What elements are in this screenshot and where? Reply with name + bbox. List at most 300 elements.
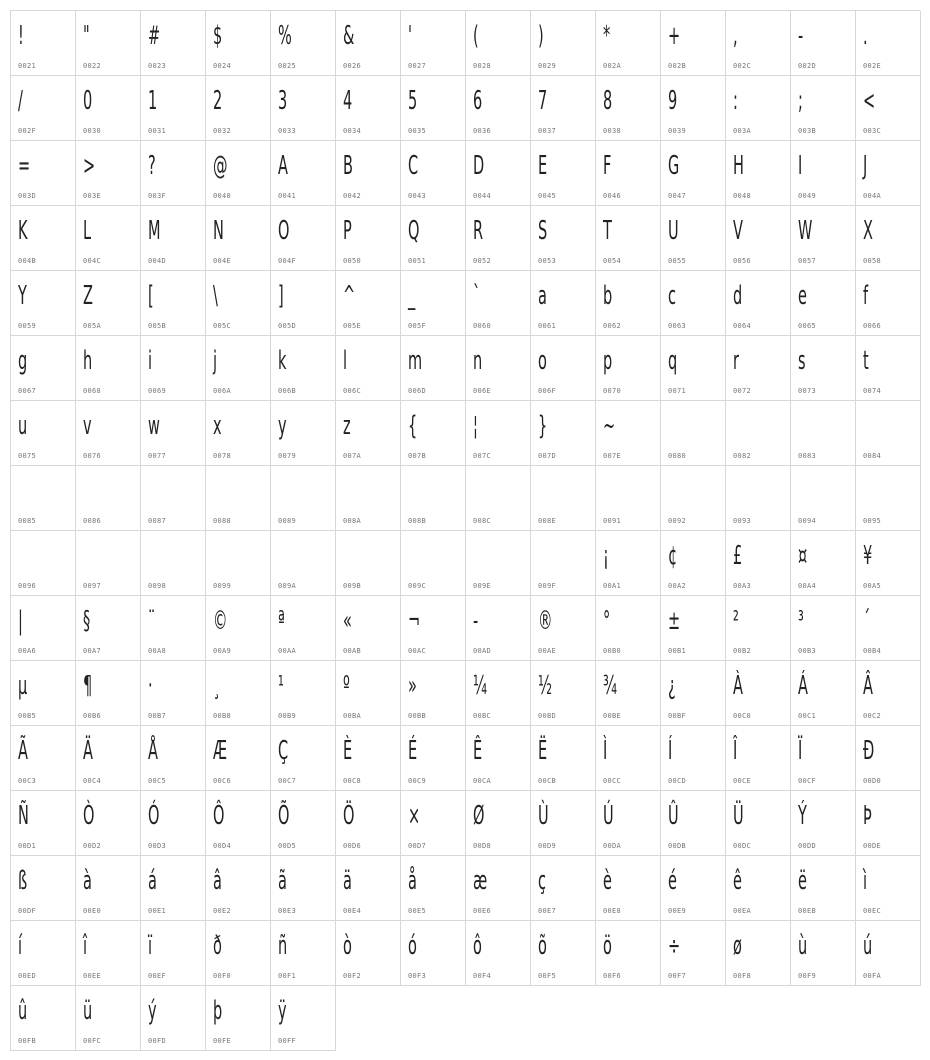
- glyph-cell: [856, 661, 921, 726]
- glyph-cell: [856, 336, 921, 401]
- glyph-codepoint: 0085: [18, 517, 37, 525]
- glyph-codepoint: 002B: [668, 62, 687, 70]
- glyph-cell: [141, 206, 206, 271]
- glyph-cell: [271, 856, 336, 921]
- glyph-character: µ: [18, 671, 28, 701]
- glyph-character: ): [538, 21, 544, 51]
- glyph-codepoint: 00B0: [603, 647, 622, 655]
- glyph-cell: [401, 206, 466, 271]
- glyph-codepoint: 00BF: [668, 712, 687, 720]
- glyph-character: ñ: [278, 931, 288, 961]
- glyph-codepoint: 004A: [863, 192, 882, 200]
- glyph-cell: [531, 661, 596, 726]
- glyph-cell: [206, 986, 271, 1051]
- glyph-codepoint: 00D8: [473, 842, 492, 850]
- glyph-cell: [726, 531, 791, 596]
- glyph-character: ¾: [603, 671, 618, 701]
- glyph-codepoint: 00BB: [408, 712, 427, 720]
- glyph-cell: [401, 661, 466, 726]
- glyph-character: {: [408, 411, 418, 441]
- glyph-cell: [76, 271, 141, 336]
- glyph-cell: [531, 141, 596, 206]
- glyph-codepoint: 00AD: [473, 647, 492, 655]
- glyph-codepoint: 00DE: [863, 842, 882, 850]
- glyph-cell: [76, 11, 141, 76]
- glyph-cell: [401, 336, 466, 401]
- glyph-cell: [596, 661, 661, 726]
- glyph-codepoint: 0087: [148, 517, 167, 525]
- glyph-cell: [206, 206, 271, 271]
- glyph-codepoint: 0075: [18, 452, 37, 460]
- glyph-character: ±: [668, 606, 681, 636]
- glyph-character: m: [408, 346, 423, 376]
- glyph-cell: [206, 271, 271, 336]
- glyph-character: ê: [733, 866, 742, 896]
- glyph-cell: [206, 401, 271, 466]
- glyph-character: ¨: [148, 606, 156, 636]
- glyph-cell: [401, 531, 466, 596]
- glyph-codepoint: 00CC: [603, 777, 622, 785]
- glyph-cell: [76, 401, 141, 466]
- glyph-character: §: [83, 606, 91, 636]
- glyph-codepoint: 0096: [18, 582, 37, 590]
- glyph-codepoint: 0043: [408, 192, 427, 200]
- glyph-codepoint: 002D: [798, 62, 817, 70]
- glyph-character: ?: [148, 151, 156, 181]
- glyph-cell: [661, 336, 726, 401]
- glyph-cell: [206, 11, 271, 76]
- glyph-codepoint: 00D4: [213, 842, 232, 850]
- glyph-character: -: [798, 21, 804, 51]
- glyph-codepoint: 0034: [343, 127, 362, 135]
- glyph-cell: [531, 531, 596, 596]
- glyph-character: J: [863, 151, 868, 181]
- glyph-character: 5: [408, 86, 418, 116]
- glyph-cell: [791, 921, 856, 986]
- glyph-cell: [856, 726, 921, 791]
- glyph-codepoint: 00E4: [343, 907, 362, 915]
- glyph-cell: [596, 921, 661, 986]
- glyph-cell: [271, 466, 336, 531]
- glyph-codepoint: 008B: [408, 517, 427, 525]
- glyph-character: ó: [408, 931, 417, 961]
- glyph-codepoint: 00A4: [798, 582, 817, 590]
- glyph-cell: [596, 466, 661, 531]
- glyph-codepoint: 00D6: [343, 842, 362, 850]
- glyph-cell: [271, 141, 336, 206]
- glyph-codepoint: 00AC: [408, 647, 427, 655]
- glyph-codepoint: 008E: [538, 517, 557, 525]
- glyph-codepoint: 00AE: [538, 647, 557, 655]
- glyph-codepoint: 003E: [83, 192, 102, 200]
- glyph-character: ¹: [278, 671, 284, 701]
- glyph-codepoint: 00C9: [408, 777, 427, 785]
- glyph-cell: [466, 336, 531, 401]
- glyph-cell: [336, 141, 401, 206]
- glyph-codepoint: 0068: [83, 387, 102, 395]
- glyph-character: o: [538, 346, 547, 376]
- glyph-cell: [11, 531, 76, 596]
- glyph-cell: [76, 856, 141, 921]
- glyph-character: ³: [798, 606, 804, 636]
- glyph-cell: [141, 401, 206, 466]
- glyph-cell: [271, 596, 336, 661]
- glyph-codepoint: 00C0: [733, 712, 752, 720]
- glyph-cell: [11, 271, 76, 336]
- glyph-character: ï: [148, 931, 153, 961]
- glyph-codepoint: 00EC: [863, 907, 882, 915]
- glyph-codepoint: 002E: [863, 62, 882, 70]
- glyph-codepoint: 00C3: [18, 777, 37, 785]
- glyph-character: <: [863, 86, 876, 116]
- glyph-character: ¦: [473, 411, 478, 441]
- glyph-character: W: [798, 216, 813, 246]
- glyph-codepoint: 00B6: [83, 712, 102, 720]
- glyph-cell: [791, 661, 856, 726]
- glyph-codepoint: 00B9: [278, 712, 297, 720]
- glyph-character: ²: [733, 606, 739, 636]
- glyph-cell: [856, 856, 921, 921]
- glyph-cell: [661, 271, 726, 336]
- glyph-codepoint: 00F7: [668, 972, 687, 980]
- glyph-cell: [11, 791, 76, 856]
- glyph-cell: [466, 401, 531, 466]
- glyph-codepoint: 007C: [473, 452, 492, 460]
- glyph-cell: [726, 921, 791, 986]
- glyph-character: ÿ: [278, 996, 287, 1026]
- glyph-cell: [76, 531, 141, 596]
- glyph-cell: [726, 141, 791, 206]
- glyph-character: w: [148, 411, 160, 441]
- glyph-cell: [141, 596, 206, 661]
- glyph-grid: [10, 10, 920, 1051]
- glyph-codepoint: 0076: [83, 452, 102, 460]
- glyph-codepoint: 00CF: [798, 777, 817, 785]
- glyph-character: ö: [603, 931, 612, 961]
- glyph-codepoint: 00AB: [343, 647, 362, 655]
- glyph-cell: [791, 596, 856, 661]
- glyph-character: ý: [148, 996, 157, 1026]
- glyph-character: Ü: [733, 801, 744, 831]
- glyph-codepoint: 005E: [343, 322, 362, 330]
- glyph-cell: [336, 401, 401, 466]
- glyph-character: Í: [668, 736, 673, 766]
- glyph-codepoint: 0057: [798, 257, 817, 265]
- glyph-cell: [401, 596, 466, 661]
- glyph-codepoint: 00F5: [538, 972, 557, 980]
- glyph-character: Ð: [863, 736, 875, 766]
- glyph-cell: [206, 726, 271, 791]
- glyph-character: æ: [473, 866, 488, 896]
- glyph-character: }: [538, 411, 548, 441]
- glyph-codepoint: 00FE: [213, 1037, 232, 1045]
- glyph-character: a: [538, 281, 547, 311]
- glyph-character: À: [733, 671, 743, 701]
- glyph-character: :: [733, 86, 738, 116]
- glyph-cell: [531, 726, 596, 791]
- glyph-character: g: [18, 346, 28, 376]
- glyph-cell: [76, 986, 141, 1051]
- glyph-character: Å: [148, 736, 158, 766]
- glyph-cell: [661, 206, 726, 271]
- glyph-character: T: [603, 216, 612, 246]
- glyph-cell: [466, 596, 531, 661]
- glyph-codepoint: 009A: [278, 582, 297, 590]
- glyph-cell: [11, 11, 76, 76]
- glyph-character: C: [408, 151, 419, 181]
- glyph-cell: [856, 141, 921, 206]
- glyph-character: u: [18, 411, 28, 441]
- glyph-cell: [336, 856, 401, 921]
- glyph-codepoint: 0082: [733, 452, 752, 460]
- glyph-cell: [141, 661, 206, 726]
- glyph-codepoint: 00E2: [213, 907, 232, 915]
- glyph-cell: [11, 661, 76, 726]
- glyph-character: Æ: [213, 736, 228, 766]
- glyph-codepoint: 00F8: [733, 972, 752, 980]
- glyph-cell: [141, 921, 206, 986]
- glyph-codepoint: 0023: [148, 62, 167, 70]
- glyph-cell: [596, 726, 661, 791]
- glyph-codepoint: 0039: [668, 127, 687, 135]
- glyph-cell: [271, 336, 336, 401]
- glyph-codepoint: 00E3: [278, 907, 297, 915]
- glyph-character: Ó: [148, 801, 160, 831]
- glyph-codepoint: 00A6: [18, 647, 37, 655]
- glyph-codepoint: 00A7: [83, 647, 102, 655]
- glyph-character: c: [668, 281, 676, 311]
- glyph-cell: [401, 141, 466, 206]
- glyph-character: Ù: [538, 801, 549, 831]
- glyph-cell: [401, 11, 466, 76]
- glyph-character: Z: [83, 281, 93, 311]
- glyph-codepoint: 00A2: [668, 582, 687, 590]
- glyph-cell: [11, 336, 76, 401]
- glyph-cell: [856, 791, 921, 856]
- glyph-character: X: [863, 216, 873, 246]
- glyph-character: ¿: [668, 671, 676, 701]
- glyph-character: «: [343, 606, 352, 636]
- glyph-character: H: [733, 151, 744, 181]
- glyph-cell: [271, 11, 336, 76]
- glyph-character: å: [408, 866, 417, 896]
- glyph-cell: [401, 921, 466, 986]
- glyph-cell: [271, 76, 336, 141]
- glyph-codepoint: 00F3: [408, 972, 427, 980]
- glyph-cell: [271, 206, 336, 271]
- glyph-character: ä: [343, 866, 352, 896]
- glyph-character: b: [603, 281, 613, 311]
- glyph-codepoint: 009F: [538, 582, 557, 590]
- glyph-character: Ä: [83, 736, 93, 766]
- glyph-cell: [661, 11, 726, 76]
- glyph-codepoint: 00F2: [343, 972, 362, 980]
- glyph-cell: [141, 11, 206, 76]
- glyph-codepoint: 00B5: [18, 712, 37, 720]
- glyph-character: Ô: [213, 801, 225, 831]
- glyph-codepoint: 00B1: [668, 647, 687, 655]
- glyph-codepoint: 00C2: [863, 712, 882, 720]
- glyph-cell: [206, 921, 271, 986]
- glyph-cell: [141, 856, 206, 921]
- glyph-codepoint: 0062: [603, 322, 622, 330]
- glyph-cell: [271, 791, 336, 856]
- glyph-cell: [661, 401, 726, 466]
- glyph-cell: [336, 596, 401, 661]
- glyph-codepoint: 00AA: [278, 647, 297, 655]
- glyph-codepoint: 008C: [473, 517, 492, 525]
- glyph-cell: [791, 726, 856, 791]
- glyph-cell: [726, 206, 791, 271]
- glyph-codepoint: 003C: [863, 127, 882, 135]
- glyph-cell: [336, 921, 401, 986]
- glyph-character: 9: [668, 86, 678, 116]
- glyph-cell: [466, 466, 531, 531]
- glyph-character: Y: [18, 281, 27, 311]
- glyph-character: =: [18, 151, 31, 181]
- glyph-character: £: [733, 541, 743, 571]
- glyph-character: I: [798, 151, 803, 181]
- glyph-codepoint: 00C1: [798, 712, 817, 720]
- glyph-codepoint: 0072: [733, 387, 752, 395]
- glyph-codepoint: 0024: [213, 62, 232, 70]
- glyph-codepoint: 002C: [733, 62, 752, 70]
- glyph-codepoint: 007B: [408, 452, 427, 460]
- glyph-codepoint: 0065: [798, 322, 817, 330]
- glyph-codepoint: 00DD: [798, 842, 817, 850]
- glyph-cell: [856, 921, 921, 986]
- glyph-cell: [596, 856, 661, 921]
- glyph-codepoint: 0041: [278, 192, 297, 200]
- glyph-cell: [726, 726, 791, 791]
- glyph-cell: [466, 206, 531, 271]
- glyph-cell: [791, 856, 856, 921]
- glyph-codepoint: 0058: [863, 257, 882, 265]
- glyph-codepoint: 0022: [83, 62, 102, 70]
- glyph-cell: [206, 596, 271, 661]
- glyph-character: v: [83, 411, 92, 441]
- glyph-codepoint: 00C7: [278, 777, 297, 785]
- glyph-codepoint: 003D: [18, 192, 37, 200]
- glyph-character: Û: [668, 801, 679, 831]
- glyph-cell: [661, 921, 726, 986]
- glyph-cell: [466, 726, 531, 791]
- glyph-character: º: [343, 671, 350, 701]
- glyph-codepoint: 009E: [473, 582, 492, 590]
- glyph-character: -: [473, 606, 479, 636]
- glyph-codepoint: 00B3: [798, 647, 817, 655]
- glyph-character: è: [603, 866, 612, 896]
- glyph-codepoint: 0051: [408, 257, 427, 265]
- glyph-character: ': [408, 21, 412, 51]
- glyph-codepoint: 0054: [603, 257, 622, 265]
- glyph-character: ú: [863, 931, 873, 961]
- glyph-cell: [206, 856, 271, 921]
- glyph-codepoint: 00A8: [148, 647, 167, 655]
- glyph-codepoint: 00CD: [668, 777, 687, 785]
- glyph-character: L: [83, 216, 92, 246]
- glyph-character: ª: [278, 606, 285, 636]
- glyph-cell: [76, 141, 141, 206]
- glyph-character: ]: [278, 281, 284, 311]
- glyph-character: U: [668, 216, 679, 246]
- glyph-character: *: [603, 21, 611, 51]
- glyph-character: %: [278, 21, 292, 51]
- glyph-cell: [726, 76, 791, 141]
- glyph-character: S: [538, 216, 548, 246]
- glyph-character: .: [863, 21, 868, 51]
- glyph-cell: [76, 791, 141, 856]
- glyph-character: 2: [213, 86, 223, 116]
- glyph-codepoint: 0069: [148, 387, 167, 395]
- glyph-character: ü: [83, 996, 93, 1026]
- glyph-codepoint: 00D9: [538, 842, 557, 850]
- glyph-codepoint: 00FA: [863, 972, 882, 980]
- glyph-character: ù: [798, 931, 808, 961]
- glyph-cell: [206, 76, 271, 141]
- glyph-codepoint: 0092: [668, 517, 687, 525]
- glyph-codepoint: 005F: [408, 322, 427, 330]
- glyph-codepoint: 0037: [538, 127, 557, 135]
- glyph-cell: [661, 596, 726, 661]
- glyph-character: +: [668, 21, 681, 51]
- glyph-character: »: [408, 671, 417, 701]
- glyph-character: ·: [148, 671, 153, 701]
- glyph-codepoint: 00E6: [473, 907, 492, 915]
- glyph-cell: [11, 206, 76, 271]
- glyph-cell: [856, 531, 921, 596]
- glyph-character: ": [83, 21, 90, 51]
- glyph-cell: [206, 466, 271, 531]
- glyph-cell: [531, 271, 596, 336]
- glyph-character: ½: [538, 671, 553, 701]
- glyph-character: é: [668, 866, 677, 896]
- glyph-character: ¤: [798, 541, 808, 571]
- glyph-cell: [531, 856, 596, 921]
- glyph-cell: [11, 986, 76, 1051]
- glyph-cell: [466, 11, 531, 76]
- glyph-cell: [401, 466, 466, 531]
- glyph-cell: [791, 466, 856, 531]
- glyph-cell: [336, 531, 401, 596]
- glyph-character: ©: [213, 606, 228, 636]
- glyph-character: þ: [213, 996, 223, 1026]
- glyph-character: Ò: [83, 801, 95, 831]
- glyph-cell: [271, 531, 336, 596]
- glyph-cell: [466, 76, 531, 141]
- glyph-character: Õ: [278, 801, 290, 831]
- glyph-codepoint: 0045: [538, 192, 557, 200]
- glyph-codepoint: 00A1: [603, 582, 622, 590]
- glyph-cell: [11, 401, 76, 466]
- glyph-codepoint: 007D: [538, 452, 557, 460]
- glyph-cell: [11, 141, 76, 206]
- glyph-cell: [726, 466, 791, 531]
- glyph-character: $: [213, 21, 223, 51]
- glyph-character: 3: [278, 86, 288, 116]
- glyph-character: ë: [798, 866, 807, 896]
- glyph-codepoint: 00C6: [213, 777, 232, 785]
- glyph-codepoint: 0021: [18, 62, 37, 70]
- glyph-character: 8: [603, 86, 613, 116]
- glyph-cell: [336, 11, 401, 76]
- glyph-cell: [596, 11, 661, 76]
- glyph-character: h: [83, 346, 93, 376]
- glyph-character: B: [343, 151, 353, 181]
- glyph-codepoint: 0055: [668, 257, 687, 265]
- glyph-codepoint: 005C: [213, 322, 232, 330]
- glyph-cell: [466, 141, 531, 206]
